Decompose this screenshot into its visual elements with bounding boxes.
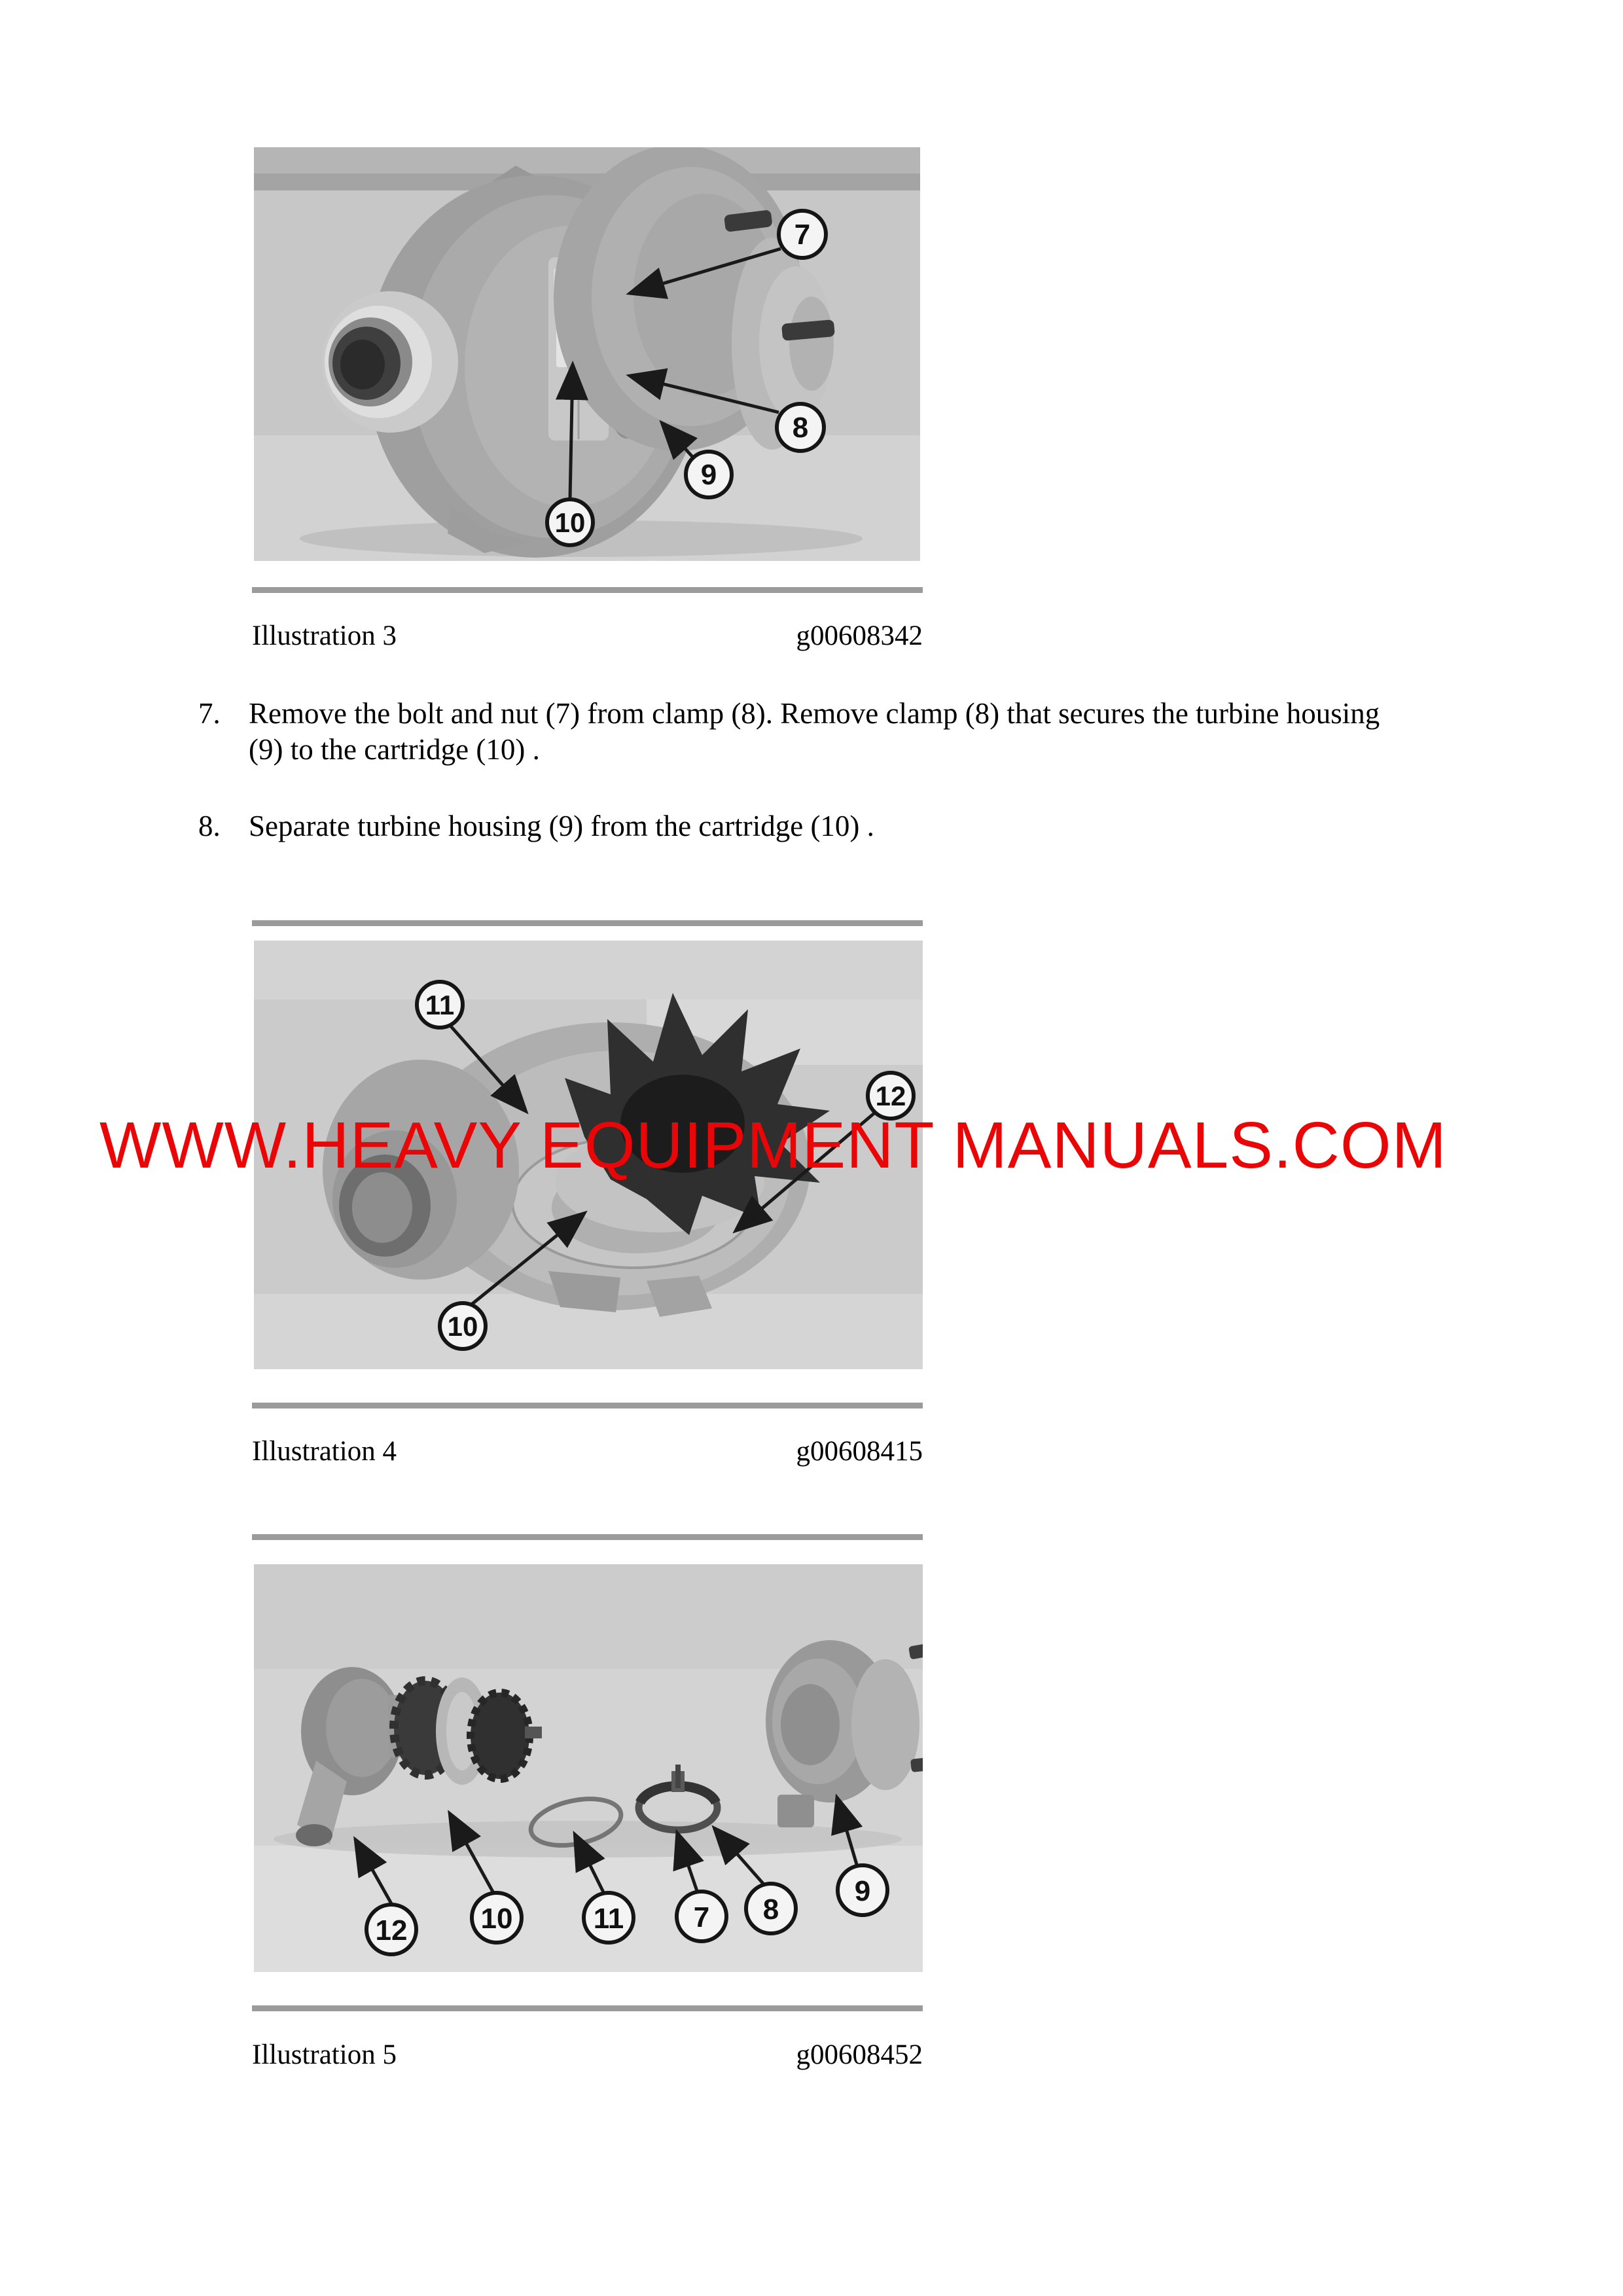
callout-8-label: 8	[762, 1893, 779, 1926]
turbocharger-side-view-drawing	[254, 147, 920, 561]
illustration-3-caption: Illustration 3	[252, 620, 397, 651]
step-7	[198, 696, 1442, 768]
callout-10-label: 10	[554, 507, 586, 538]
step-8	[198, 808, 1442, 844]
compressor-inlet-shape	[322, 291, 458, 433]
callout-10	[472, 1893, 522, 1943]
callout-9-label: 9	[700, 459, 717, 491]
step-7-number: 7.	[198, 697, 221, 730]
callout-7	[779, 211, 826, 258]
exploded-parts-drawing	[254, 1564, 923, 1972]
illustration-5-caption: Illustration 5	[252, 2039, 397, 2070]
illustration-3-photo	[254, 147, 920, 561]
callout-9	[838, 1865, 887, 1915]
callout-12	[366, 1905, 416, 1954]
illustration-5-bottom-divider	[252, 2005, 923, 2011]
step-8-number: 8.	[198, 809, 221, 842]
callout-10	[440, 1303, 486, 1349]
illustration-5-top-divider	[252, 1534, 923, 1540]
step-7-text: Remove the bolt and nut (7) from clamp (8). Remove clamp (8) that secures the turbine housing (9) to the cartridge (10) .	[249, 697, 1380, 766]
callout-10	[547, 499, 593, 545]
callout-11-label: 11	[425, 990, 455, 1020]
callout-11	[584, 1893, 633, 1943]
callout-12-label: 12	[375, 1914, 408, 1946]
illustration-4-caption-row	[252, 1436, 923, 1467]
callout-9	[686, 452, 732, 497]
callout-7-label: 7	[794, 219, 811, 251]
site-watermark: WWW.HEAVY EQUIPMENT MANUALS.COM	[99, 1109, 1447, 1182]
step-8-text: Separate turbine housing (9) from the cartridge (10) .	[249, 809, 874, 842]
illustration-3-figure-id: g00608342	[796, 620, 923, 651]
illustration-5-caption-row	[252, 2039, 923, 2070]
illustration-3-divider	[252, 587, 923, 593]
illustration-4-top-divider	[252, 920, 923, 926]
callout-11-label: 11	[593, 1903, 624, 1935]
procedure-steps	[198, 696, 1442, 885]
callout-12-label: 12	[875, 1081, 906, 1111]
callout-10-label: 10	[447, 1311, 478, 1342]
illustration-5-figure-id: g00608452	[796, 2039, 923, 2070]
callout-11	[417, 982, 463, 1028]
illustration-4-figure-id: g00608415	[796, 1436, 923, 1467]
illustration-4-caption: Illustration 4	[252, 1436, 397, 1467]
callout-9-label: 9	[854, 1875, 871, 1907]
callout-10-label: 10	[480, 1903, 513, 1935]
callout-8	[746, 1884, 796, 1933]
illustration-3-caption-row	[252, 620, 923, 651]
illustration-4-bottom-divider	[252, 1403, 923, 1408]
callout-8	[777, 404, 824, 451]
callout-7-label: 7	[693, 1901, 710, 1933]
callout-7	[677, 1892, 726, 1941]
illustration-5-photo	[254, 1564, 923, 1972]
callout-8-label: 8	[792, 412, 809, 444]
